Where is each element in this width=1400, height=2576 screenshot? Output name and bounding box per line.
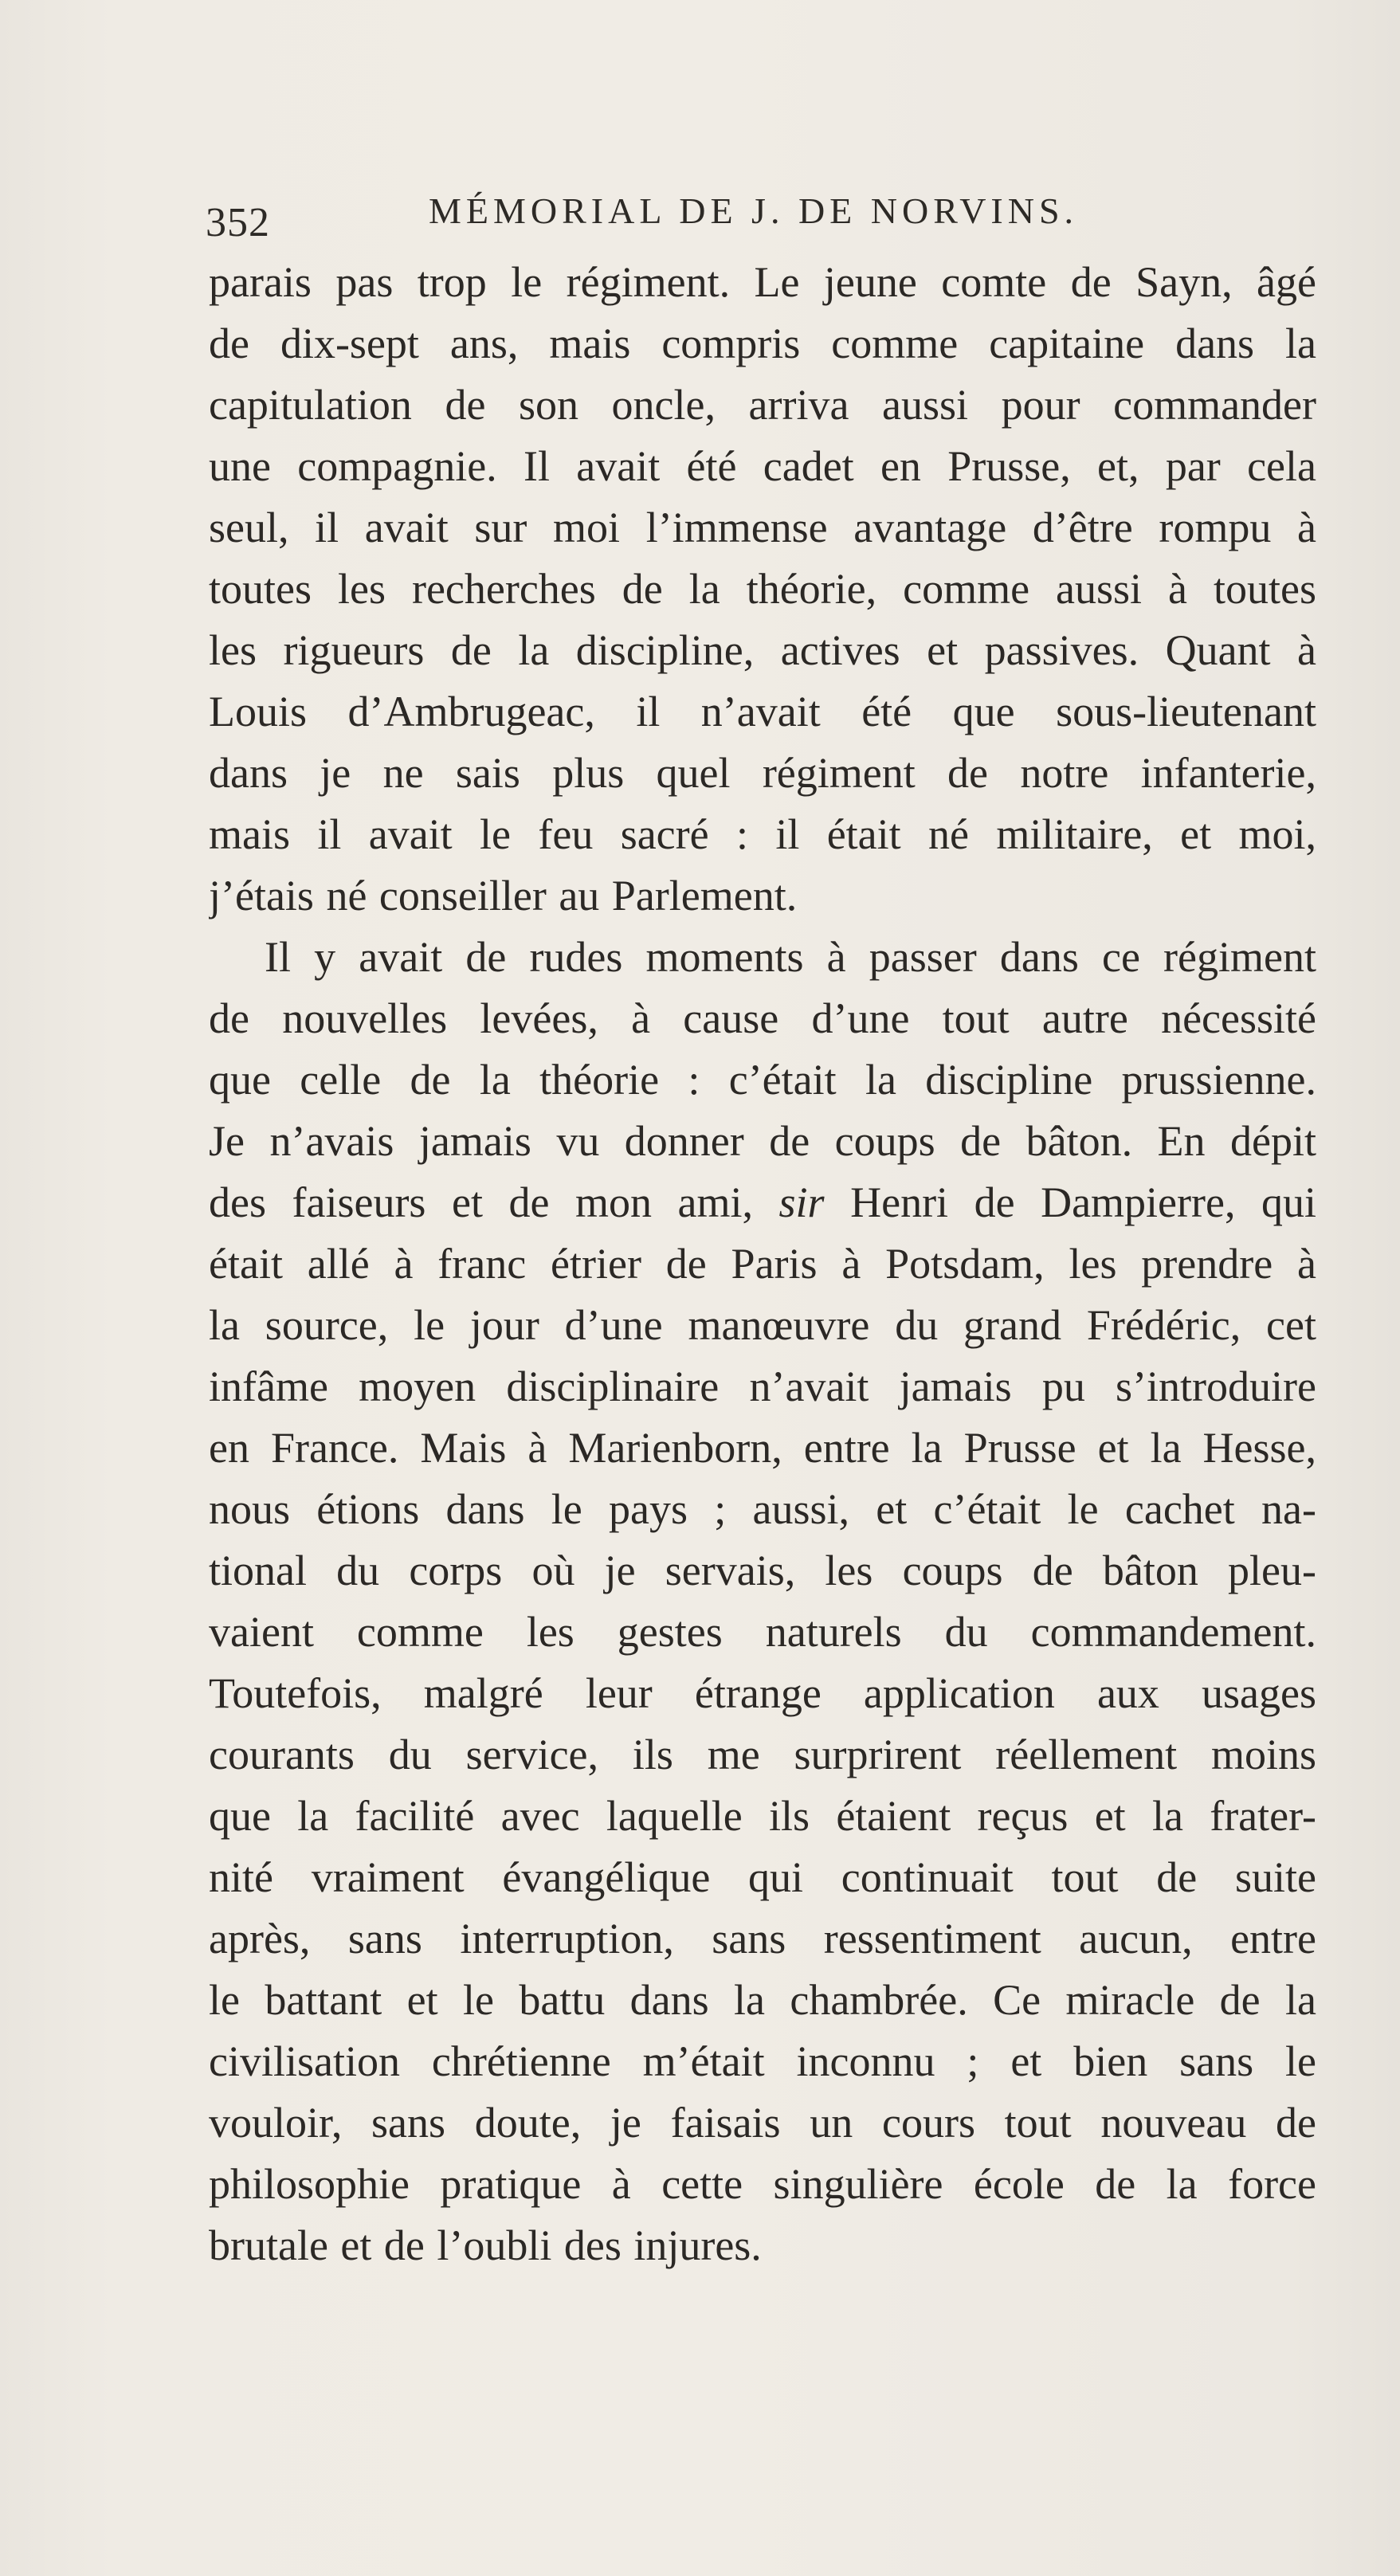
text-line: les rigueurs de la discipline, actives et passives. Quant à xyxy=(209,626,1316,674)
italic-word: sir xyxy=(778,1178,825,1226)
text-line: une compagnie. Il avait été cadet en Prusse, et, par cela xyxy=(209,442,1316,490)
text-line: civilisation chrétienne m’était inconnu ; et bien sans le xyxy=(209,2037,1316,2085)
text-line: était allé à franc étrier de Paris à Potsdam, les prendre à xyxy=(209,1240,1316,1288)
text-line: dans je ne sais plus quel régiment de notre infanterie, xyxy=(209,749,1316,797)
paragraph-2 xyxy=(209,927,1316,2276)
text-line: brutale et de l’oubli des injures. xyxy=(209,2221,762,2269)
paragraph-1 xyxy=(209,252,1316,927)
text-line: philosophie pratique à cette singulière école de la force xyxy=(209,2160,1316,2208)
text-line: Je n’avais jamais vu donner de coups de bâton. En dépit xyxy=(209,1117,1316,1165)
text-line: en France. Mais à Marienborn, entre la Prusse et la Hesse, xyxy=(209,1424,1316,1472)
body-text xyxy=(209,252,1316,2276)
text-segment: des faiseurs et de mon ami, xyxy=(209,1178,753,1226)
text-segment: Henri de Dampierre, qui xyxy=(850,1178,1316,1226)
page-number: 352 xyxy=(206,200,270,245)
text-line: nous étions dans le pays ; aussi, et c’était le cachet na- xyxy=(209,1485,1316,1533)
text-line: vouloir, sans doute, je faisais un cours tout nouveau de xyxy=(209,2099,1316,2147)
text-line: de dix-sept ans, mais compris comme capitaine dans la xyxy=(209,320,1316,367)
text-line: Toutefois, malgré leur étrange application aux usages xyxy=(209,1669,1316,1717)
text-line: capitulation de son oncle, arriva aussi pour commander xyxy=(209,381,1316,429)
text-line: que la facilité avec laquelle ils étaient reçus et la frater- xyxy=(209,1792,1316,1840)
text-line: après, sans interruption, sans ressentiment aucun, entre xyxy=(209,1915,1316,1962)
text-line: la source, le jour d’une manœuvre du grand Frédéric, cet xyxy=(209,1301,1316,1349)
text-line: mais il avait le feu sacré : il était né militaire, et moi, xyxy=(209,810,1316,858)
text-line: de nouvelles levées, à cause d’une tout autre nécessité xyxy=(209,994,1316,1042)
text-line-with-italic xyxy=(209,1172,1316,1233)
text-line: courants du service, ils me surprirent réellement moins xyxy=(209,1731,1316,1778)
text-line: le battant et le battu dans la chambrée. Ce miracle de la xyxy=(209,1976,1316,2024)
text-line: j’étais né conseiller au Parlement. xyxy=(209,872,798,919)
text-line: tional du corps où je servais, les coups de bâton pleu- xyxy=(209,1547,1316,1594)
text-line: infâme moyen disciplinaire n’avait jamais pu s’introduire xyxy=(209,1362,1316,1410)
text-line: que celle de la théorie : c’était la discipline prussienne. xyxy=(209,1056,1316,1104)
page-header xyxy=(206,182,1273,253)
text-line: vaient comme les gestes naturels du commandement. xyxy=(209,1608,1316,1656)
text-line: Louis d’Ambrugeac, il n’avait été que sous-lieutenant xyxy=(209,688,1316,735)
text-line: nité vraiment évangélique qui continuait tout de suite xyxy=(209,1853,1316,1901)
running-head: MÉMORIAL DE J. DE NORVINS. xyxy=(429,190,1079,231)
text-line: Il y avait de rudes moments à passer dans ce régiment xyxy=(265,933,1316,981)
text-line: seul, il avait sur moi l’immense avantage d’être rompu à xyxy=(209,504,1316,551)
text-line: toutes les recherches de la théorie, comme aussi à toutes xyxy=(209,565,1316,613)
text-line: parais pas trop le régiment. Le jeune comte de Sayn, âgé xyxy=(209,258,1316,306)
